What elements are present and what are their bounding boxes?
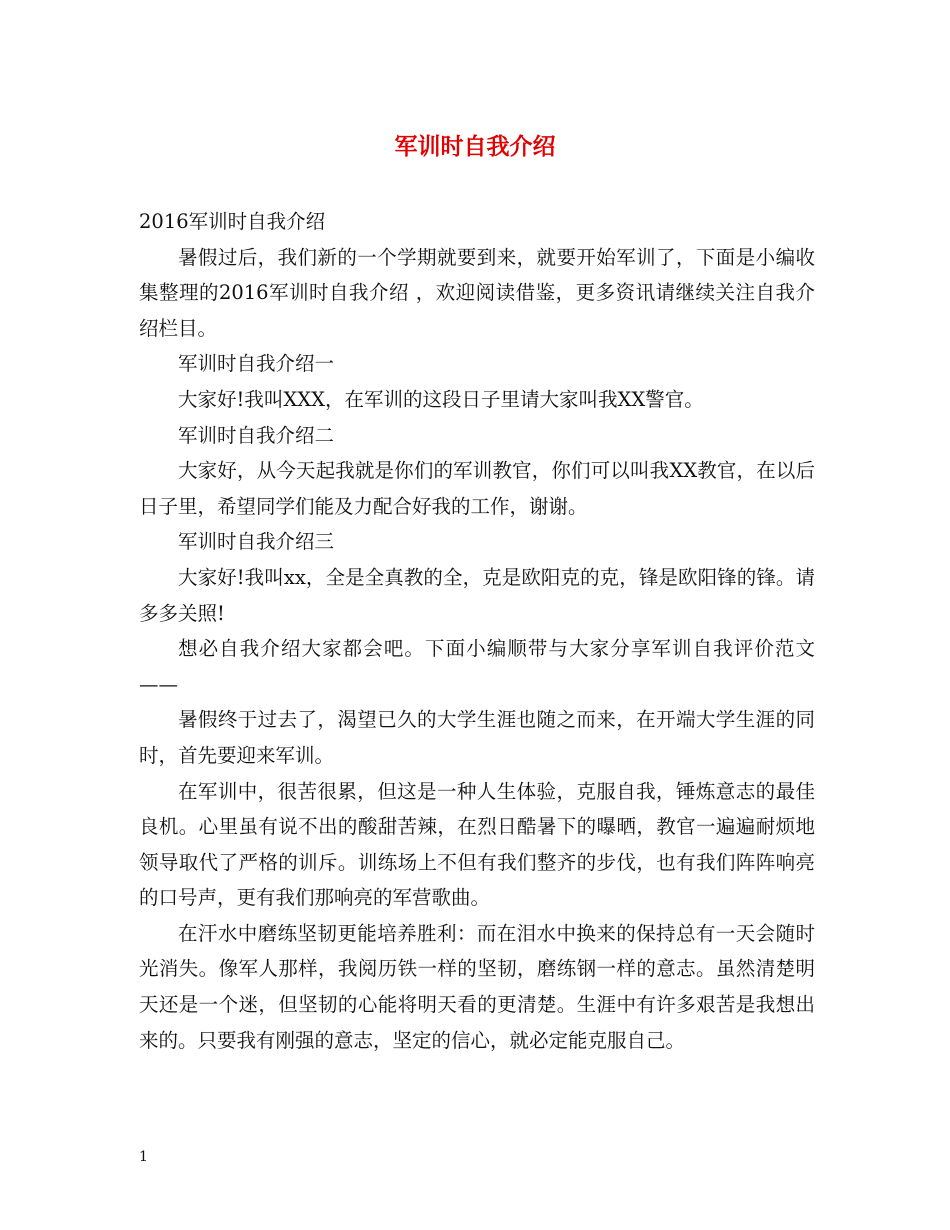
paragraph-intro: 暑假过后，我们新的一个学期就要到来，就要开始军训了，下面是小编收集整理的2016军训时自我介绍 ，欢迎阅读借鉴，更多资讯请继续关注自我介绍栏目。	[139, 245, 815, 340]
page-number: 1	[139, 1149, 148, 1165]
section-heading-3: 军训时自我介绍三	[178, 530, 335, 554]
document-title: 军训时自我介绍	[394, 133, 556, 160]
paragraph: 暑假终于过去了，渴望已久的大学生涯也随之而来，在开端大学生涯的同时，首先要迎来军训。	[139, 708, 815, 767]
section-heading-1: 军训时自我介绍一	[178, 352, 335, 376]
document-body	[139, 204, 815, 1058]
paragraph: 想必自我介绍大家都会吧。下面小编顺带与大家分享军训自我评价范文——	[139, 637, 815, 696]
paragraph: 大家好，从今天起我就是你们的军训教官，你们可以叫我XX教官，在以后日子里，希望同学们能及力配合好我的工作，谢谢。	[139, 459, 815, 518]
paragraph: 大家好!我叫XXX，在军训的这段日子里请大家叫我XX警官。	[178, 387, 704, 411]
paragraph: 在汗水中磨练坚韧更能培养胜利：而在泪水中换来的保持总有一天会随时光消失。像军人那样，我阅历铁一样的坚韧，磨练钢一样的意志。虽然清楚明天还是一个迷，但坚韧的心能将明天看的更清楚。生涯中有许多艰苦是我想出来的。只要我有刚强的意志，坚定的信心，就必定能克服自己。	[139, 921, 815, 1052]
paragraph: 在军训中，很苦很累，但这是一种人生体验，克服自我，锤炼意志的最佳良机。心里虽有说不出的酸甜苦辣，在烈日酷暑下的曝晒，教官一遍遍耐烦地领导取代了严格的训斥。训练场上不但有我们整齐的步伐，也有我们阵阵响亮的口号声，更有我们那响亮的军营歌曲。	[139, 779, 815, 910]
paragraph-subtitle: 2016军训时自我介绍	[139, 210, 326, 233]
paragraph: 大家好!我叫xx，全是全真教的全，克是欧阳克的克，锋是欧阳锋的锋。请多多关照!	[139, 565, 815, 625]
section-heading-2: 军训时自我介绍二	[178, 423, 335, 447]
